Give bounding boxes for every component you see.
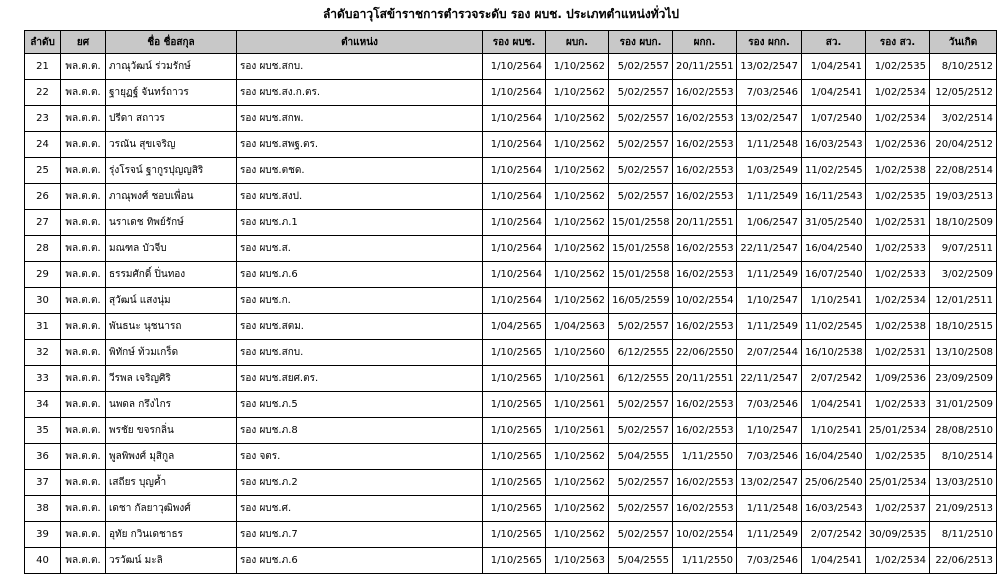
cell-position: รอง ผบช.สง.ก.ตร. <box>237 80 483 106</box>
header-cell-order: ลำดับ <box>25 31 61 54</box>
cell-deputy-superintendent: 1/11/2548 <box>737 496 802 522</box>
cell-deputy-inspector: 1/02/2534 <box>866 548 930 574</box>
cell-order: 33 <box>25 366 61 392</box>
cell-superintendent: 16/02/2553 <box>673 106 737 132</box>
cell-rank: พล.ต.ต. <box>61 288 106 314</box>
cell-deputy-commissioner: 1/10/2565 <box>483 366 546 392</box>
cell-commander: 1/10/2562 <box>546 184 609 210</box>
cell-commander: 1/10/2562 <box>546 470 609 496</box>
cell-commander: 1/10/2561 <box>546 392 609 418</box>
cell-birth-date: 31/01/2509 <box>930 392 997 418</box>
seniority-table <box>24 30 997 574</box>
cell-deputy-inspector: 1/02/2533 <box>866 392 930 418</box>
cell-deputy-superintendent: 1/03/2549 <box>737 158 802 184</box>
cell-commander: 1/10/2562 <box>546 288 609 314</box>
cell-birth-date: 23/09/2509 <box>930 366 997 392</box>
table-row <box>25 184 997 210</box>
cell-superintendent: 22/06/2550 <box>673 340 737 366</box>
cell-superintendent: 16/02/2553 <box>673 418 737 444</box>
cell-deputy-superintendent: 22/11/2547 <box>737 366 802 392</box>
cell-commander: 1/10/2562 <box>546 496 609 522</box>
cell-superintendent: 16/02/2553 <box>673 392 737 418</box>
cell-order: 23 <box>25 106 61 132</box>
cell-name: ภาณุวัฒน์ ร่วมรักษ์ <box>106 54 237 80</box>
cell-inspector: 1/04/2541 <box>802 392 866 418</box>
cell-deputy-commissioner: 1/10/2565 <box>483 522 546 548</box>
cell-deputy-commissioner: 1/10/2564 <box>483 236 546 262</box>
cell-birth-date: 28/08/2510 <box>930 418 997 444</box>
cell-deputy-commander: 5/02/2557 <box>609 158 673 184</box>
cell-deputy-commander: 5/02/2557 <box>609 184 673 210</box>
cell-deputy-inspector: 1/02/2531 <box>866 210 930 236</box>
cell-order: 29 <box>25 262 61 288</box>
cell-order: 36 <box>25 444 61 470</box>
cell-inspector: 25/06/2540 <box>802 470 866 496</box>
table-row <box>25 392 997 418</box>
cell-commander: 1/10/2562 <box>546 210 609 236</box>
cell-name: สุวัฒน์ แสงนุ่ม <box>106 288 237 314</box>
cell-order: 39 <box>25 522 61 548</box>
cell-position: รอง ผบช.ส. <box>237 236 483 262</box>
header-cell-deputy-commissioner: รอง ผบช. <box>483 31 546 54</box>
cell-birth-date: 18/10/2515 <box>930 314 997 340</box>
cell-superintendent: 16/02/2553 <box>673 132 737 158</box>
cell-deputy-superintendent: 22/11/2547 <box>737 236 802 262</box>
cell-deputy-commissioner: 1/10/2565 <box>483 444 546 470</box>
cell-birth-date: 20/04/2512 <box>930 132 997 158</box>
cell-birth-date: 3/02/2514 <box>930 106 997 132</box>
table-row <box>25 210 997 236</box>
cell-birth-date: 12/01/2511 <box>930 288 997 314</box>
cell-rank: พล.ต.ต. <box>61 80 106 106</box>
cell-superintendent: 16/02/2553 <box>673 496 737 522</box>
cell-commander: 1/10/2562 <box>546 80 609 106</box>
cell-deputy-commander: 5/02/2557 <box>609 106 673 132</box>
table-row <box>25 54 997 80</box>
cell-deputy-commissioner: 1/10/2564 <box>483 210 546 236</box>
cell-rank: พล.ต.ต. <box>61 106 106 132</box>
cell-position: รอง ผบช.สกบ. <box>237 54 483 80</box>
cell-commander: 1/10/2563 <box>546 548 609 574</box>
cell-name: พรชัย ขจรกลิ่น <box>106 418 237 444</box>
page-title: ลำดับอาวุโสข้าราชการตำรวจระดับ รอง ผบช. ประเภทตำแหน่งทั่วไป <box>322 7 680 21</box>
cell-superintendent: 10/02/2554 <box>673 288 737 314</box>
cell-deputy-commissioner: 1/10/2565 <box>483 470 546 496</box>
cell-rank: พล.ต.ต. <box>61 314 106 340</box>
cell-rank: พล.ต.ต. <box>61 340 106 366</box>
cell-inspector: 1/04/2541 <box>802 80 866 106</box>
cell-inspector: 16/03/2543 <box>802 496 866 522</box>
cell-deputy-superintendent: 1/11/2549 <box>737 262 802 288</box>
cell-commander: 1/10/2562 <box>546 106 609 132</box>
cell-deputy-inspector: 1/02/2533 <box>866 262 930 288</box>
cell-order: 25 <box>25 158 61 184</box>
cell-deputy-inspector: 1/02/2536 <box>866 132 930 158</box>
cell-superintendent: 16/02/2553 <box>673 236 737 262</box>
cell-position: รอง ผบช.สกบ. <box>237 340 483 366</box>
cell-birth-date: 18/10/2509 <box>930 210 997 236</box>
cell-name: นราเดช ทิพย์รักษ์ <box>106 210 237 236</box>
cell-position: รอง ผบช.ภ.7 <box>237 522 483 548</box>
cell-inspector: 1/07/2540 <box>802 106 866 132</box>
cell-rank: พล.ต.ต. <box>61 418 106 444</box>
cell-deputy-commissioner: 1/10/2564 <box>483 262 546 288</box>
cell-inspector: 16/04/2540 <box>802 444 866 470</box>
cell-order: 35 <box>25 418 61 444</box>
cell-deputy-commander: 15/01/2558 <box>609 210 673 236</box>
cell-deputy-superintendent: 13/02/2547 <box>737 470 802 496</box>
cell-birth-date: 12/05/2512 <box>930 80 997 106</box>
table-row <box>25 314 997 340</box>
cell-deputy-commander: 15/01/2558 <box>609 262 673 288</box>
cell-position: รอง ผบช.ภ.6 <box>237 548 483 574</box>
cell-deputy-superintendent: 7/03/2546 <box>737 392 802 418</box>
cell-birth-date: 13/10/2508 <box>930 340 997 366</box>
cell-deputy-inspector: 1/02/2534 <box>866 106 930 132</box>
header-cell-birth-date: วันเกิด <box>930 31 997 54</box>
header-cell-rank: ยศ <box>61 31 106 54</box>
cell-deputy-superintendent: 7/03/2546 <box>737 548 802 574</box>
cell-superintendent: 10/02/2554 <box>673 522 737 548</box>
cell-superintendent: 16/02/2553 <box>673 262 737 288</box>
cell-deputy-superintendent: 13/02/2547 <box>737 106 802 132</box>
cell-inspector: 16/11/2543 <box>802 184 866 210</box>
header-cell-deputy-inspector: รอง สว. <box>866 31 930 54</box>
cell-name: วีรพล เจริญศิริ <box>106 366 237 392</box>
cell-deputy-inspector: 25/01/2534 <box>866 418 930 444</box>
cell-deputy-commander: 5/02/2557 <box>609 392 673 418</box>
cell-name: พิทักษ์ ท้วมเกร็ด <box>106 340 237 366</box>
cell-deputy-commissioner: 1/04/2565 <box>483 314 546 340</box>
cell-inspector: 1/10/2541 <box>802 418 866 444</box>
cell-commander: 1/10/2561 <box>546 366 609 392</box>
cell-deputy-commissioner: 1/10/2564 <box>483 106 546 132</box>
cell-deputy-superintendent: 7/03/2546 <box>737 80 802 106</box>
cell-deputy-inspector: 1/02/2531 <box>866 340 930 366</box>
table-row <box>25 80 997 106</box>
cell-inspector: 1/04/2541 <box>802 54 866 80</box>
cell-name: มณฑล บัวจีบ <box>106 236 237 262</box>
cell-position: รอง ผบช.สตม. <box>237 314 483 340</box>
cell-inspector: 1/04/2541 <box>802 548 866 574</box>
cell-rank: พล.ต.ต. <box>61 548 106 574</box>
table-row <box>25 158 997 184</box>
cell-birth-date: 22/08/2514 <box>930 158 997 184</box>
cell-birth-date: 8/10/2512 <box>930 54 997 80</box>
cell-superintendent: 1/11/2550 <box>673 548 737 574</box>
cell-name: รุ่งโรจน์ ฐากูรปุญญสิริ <box>106 158 237 184</box>
cell-rank: พล.ต.ต. <box>61 470 106 496</box>
cell-name: ฐายุฏฐ์ จันทร์ถาวร <box>106 80 237 106</box>
cell-name: ปรีดา สถาวร <box>106 106 237 132</box>
table-row <box>25 496 997 522</box>
cell-commander: 1/10/2562 <box>546 444 609 470</box>
cell-rank: พล.ต.ต. <box>61 496 106 522</box>
cell-deputy-superintendent: 1/10/2547 <box>737 418 802 444</box>
cell-deputy-inspector: 1/09/2536 <box>866 366 930 392</box>
cell-birth-date: 19/03/2513 <box>930 184 997 210</box>
cell-superintendent: 16/02/2553 <box>673 470 737 496</box>
cell-deputy-superintendent: 1/06/2547 <box>737 210 802 236</box>
cell-name: วรวัฒน์ มะลิ <box>106 548 237 574</box>
cell-birth-date: 13/03/2510 <box>930 470 997 496</box>
cell-deputy-commander: 16/05/2559 <box>609 288 673 314</box>
cell-birth-date: 8/10/2514 <box>930 444 997 470</box>
cell-position: รอง ผบช.สพฐ.ตร. <box>237 132 483 158</box>
cell-name: พูลพิพงศ์ มุสิกูล <box>106 444 237 470</box>
cell-rank: พล.ต.ต. <box>61 522 106 548</box>
cell-name: เดชา กัลยาวุฒิพงศ์ <box>106 496 237 522</box>
cell-deputy-commander: 5/02/2557 <box>609 54 673 80</box>
header-row <box>25 31 997 54</box>
cell-commander: 1/10/2562 <box>546 236 609 262</box>
header-cell-commander: ผบก. <box>546 31 609 54</box>
table-row <box>25 132 997 158</box>
cell-order: 37 <box>25 470 61 496</box>
cell-position: รอง ผบช.ภ.2 <box>237 470 483 496</box>
cell-deputy-inspector: 1/02/2534 <box>866 288 930 314</box>
cell-rank: พล.ต.ต. <box>61 54 106 80</box>
cell-deputy-superintendent: 2/07/2544 <box>737 340 802 366</box>
cell-deputy-commissioner: 1/10/2564 <box>483 132 546 158</box>
cell-order: 22 <box>25 80 61 106</box>
cell-birth-date: 3/02/2509 <box>930 262 997 288</box>
cell-rank: พล.ต.ต. <box>61 236 106 262</box>
cell-order: 40 <box>25 548 61 574</box>
cell-name: นพดล กรึงไกร <box>106 392 237 418</box>
cell-order: 32 <box>25 340 61 366</box>
table-row <box>25 236 997 262</box>
table-row <box>25 288 997 314</box>
cell-position: รอง ผบช.สกพ. <box>237 106 483 132</box>
cell-commander: 1/10/2562 <box>546 522 609 548</box>
cell-deputy-inspector: 1/02/2535 <box>866 184 930 210</box>
cell-rank: พล.ต.ต. <box>61 262 106 288</box>
cell-position: รอง ผบช.ภ.1 <box>237 210 483 236</box>
cell-commander: 1/10/2562 <box>546 262 609 288</box>
cell-order: 24 <box>25 132 61 158</box>
cell-rank: พล.ต.ต. <box>61 392 106 418</box>
cell-deputy-superintendent: 7/03/2546 <box>737 444 802 470</box>
cell-deputy-commander: 5/02/2557 <box>609 80 673 106</box>
cell-deputy-commissioner: 1/10/2565 <box>483 548 546 574</box>
cell-deputy-commissioner: 1/10/2564 <box>483 80 546 106</box>
cell-deputy-superintendent: 1/11/2548 <box>737 132 802 158</box>
cell-position: รอง ผบช.ตชด. <box>237 158 483 184</box>
cell-commander: 1/04/2563 <box>546 314 609 340</box>
cell-name: วรณัน สุขเจริญ <box>106 132 237 158</box>
cell-order: 31 <box>25 314 61 340</box>
cell-birth-date: 21/09/2513 <box>930 496 997 522</box>
cell-deputy-superintendent: 13/02/2547 <box>737 54 802 80</box>
cell-superintendent: 20/11/2551 <box>673 54 737 80</box>
cell-position: รอง ผบช.ภ.8 <box>237 418 483 444</box>
header-cell-name: ชื่อ ชื่อสกุล <box>106 31 237 54</box>
cell-deputy-inspector: 1/02/2538 <box>866 158 930 184</box>
cell-position: รอง ผบช.สยศ.ตร. <box>237 366 483 392</box>
header-cell-deputy-superintendent: รอง ผกก. <box>737 31 802 54</box>
cell-deputy-commissioner: 1/10/2564 <box>483 288 546 314</box>
cell-deputy-commander: 5/02/2557 <box>609 470 673 496</box>
cell-order: 34 <box>25 392 61 418</box>
cell-order: 28 <box>25 236 61 262</box>
cell-deputy-inspector: 1/02/2538 <box>866 314 930 340</box>
cell-deputy-superintendent: 1/10/2547 <box>737 288 802 314</box>
cell-position: รอง ผบช.ก. <box>237 288 483 314</box>
table-row <box>25 418 997 444</box>
cell-deputy-inspector: 30/09/2535 <box>866 522 930 548</box>
cell-inspector: 16/03/2543 <box>802 132 866 158</box>
cell-superintendent: 16/02/2553 <box>673 184 737 210</box>
cell-name: อุทัย กวินเดชาธร <box>106 522 237 548</box>
cell-deputy-commissioner: 1/10/2564 <box>483 184 546 210</box>
table-row <box>25 444 997 470</box>
cell-deputy-commissioner: 1/10/2565 <box>483 496 546 522</box>
cell-deputy-inspector: 1/02/2535 <box>866 54 930 80</box>
cell-deputy-superintendent: 1/11/2549 <box>737 184 802 210</box>
cell-position: รอง ผบช.ภ.6 <box>237 262 483 288</box>
cell-superintendent: 20/11/2551 <box>673 210 737 236</box>
header-cell-deputy-commander: รอง ผบก. <box>609 31 673 54</box>
cell-deputy-commander: 5/02/2557 <box>609 418 673 444</box>
cell-commander: 1/10/2562 <box>546 132 609 158</box>
cell-commander: 1/10/2562 <box>546 54 609 80</box>
cell-commander: 1/10/2562 <box>546 158 609 184</box>
table-row <box>25 340 997 366</box>
table-row <box>25 366 997 392</box>
table-row <box>25 548 997 574</box>
cell-deputy-commissioner: 1/10/2564 <box>483 54 546 80</box>
cell-deputy-commander: 5/02/2557 <box>609 496 673 522</box>
cell-deputy-commander: 5/02/2557 <box>609 132 673 158</box>
cell-deputy-inspector: 1/02/2533 <box>866 236 930 262</box>
cell-name: พันธนะ นุชนารถ <box>106 314 237 340</box>
cell-birth-date: 8/11/2510 <box>930 522 997 548</box>
table-body <box>25 54 997 574</box>
cell-commander: 1/10/2560 <box>546 340 609 366</box>
cell-deputy-commissioner: 1/10/2565 <box>483 340 546 366</box>
cell-inspector: 2/07/2542 <box>802 366 866 392</box>
cell-name: ธรรมศักดิ์ ปิ่นทอง <box>106 262 237 288</box>
table-row <box>25 470 997 496</box>
cell-deputy-inspector: 25/01/2534 <box>866 470 930 496</box>
table-row <box>25 262 997 288</box>
header-cell-inspector: สว. <box>802 31 866 54</box>
cell-deputy-commissioner: 1/10/2564 <box>483 158 546 184</box>
cell-inspector: 2/07/2542 <box>802 522 866 548</box>
cell-deputy-commander: 5/04/2555 <box>609 548 673 574</box>
cell-inspector: 16/10/2538 <box>802 340 866 366</box>
cell-rank: พล.ต.ต. <box>61 158 106 184</box>
cell-inspector: 11/02/2545 <box>802 314 866 340</box>
cell-deputy-commander: 5/02/2557 <box>609 522 673 548</box>
cell-deputy-superintendent: 1/11/2549 <box>737 314 802 340</box>
cell-superintendent: 16/02/2553 <box>673 314 737 340</box>
cell-inspector: 11/02/2545 <box>802 158 866 184</box>
cell-rank: พล.ต.ต. <box>61 184 106 210</box>
cell-position: รอง จตร. <box>237 444 483 470</box>
table-row <box>25 522 997 548</box>
cell-deputy-commander: 6/12/2555 <box>609 340 673 366</box>
cell-position: รอง ผบช.ศ. <box>237 496 483 522</box>
cell-inspector: 16/04/2540 <box>802 236 866 262</box>
cell-inspector: 1/10/2541 <box>802 288 866 314</box>
header-cell-superintendent: ผกก. <box>673 31 737 54</box>
cell-order: 30 <box>25 288 61 314</box>
cell-position: รอง ผบช.สงป. <box>237 184 483 210</box>
cell-rank: พล.ต.ต. <box>61 444 106 470</box>
cell-deputy-inspector: 1/02/2537 <box>866 496 930 522</box>
cell-deputy-commander: 15/01/2558 <box>609 236 673 262</box>
cell-name: เสถียร บุญค้ำ <box>106 470 237 496</box>
cell-deputy-commissioner: 1/10/2565 <box>483 392 546 418</box>
cell-inspector: 16/07/2540 <box>802 262 866 288</box>
cell-deputy-inspector: 1/02/2535 <box>866 444 930 470</box>
cell-deputy-inspector: 1/02/2534 <box>866 80 930 106</box>
cell-deputy-commissioner: 1/10/2565 <box>483 418 546 444</box>
cell-order: 26 <box>25 184 61 210</box>
cell-superintendent: 1/11/2550 <box>673 444 737 470</box>
cell-superintendent: 16/02/2553 <box>673 158 737 184</box>
cell-name: ภาณุพงศ์ ชอบเพื่อน <box>106 184 237 210</box>
cell-superintendent: 16/02/2553 <box>673 80 737 106</box>
table-header <box>25 31 997 54</box>
cell-rank: พล.ต.ต. <box>61 366 106 392</box>
cell-deputy-commander: 5/04/2555 <box>609 444 673 470</box>
cell-order: 27 <box>25 210 61 236</box>
cell-rank: พล.ต.ต. <box>61 210 106 236</box>
cell-inspector: 31/05/2540 <box>802 210 866 236</box>
cell-deputy-superintendent: 1/11/2549 <box>737 522 802 548</box>
cell-deputy-commander: 6/12/2555 <box>609 366 673 392</box>
cell-order: 38 <box>25 496 61 522</box>
cell-deputy-commander: 5/02/2557 <box>609 314 673 340</box>
cell-rank: พล.ต.ต. <box>61 132 106 158</box>
cell-order: 21 <box>25 54 61 80</box>
cell-position: รอง ผบช.ภ.5 <box>237 392 483 418</box>
cell-birth-date: 9/07/2511 <box>930 236 997 262</box>
table-row <box>25 106 997 132</box>
cell-birth-date: 22/06/2513 <box>930 548 997 574</box>
cell-commander: 1/10/2561 <box>546 418 609 444</box>
cell-superintendent: 20/11/2551 <box>673 366 737 392</box>
header-cell-position: ตำแหน่ง <box>237 31 483 54</box>
